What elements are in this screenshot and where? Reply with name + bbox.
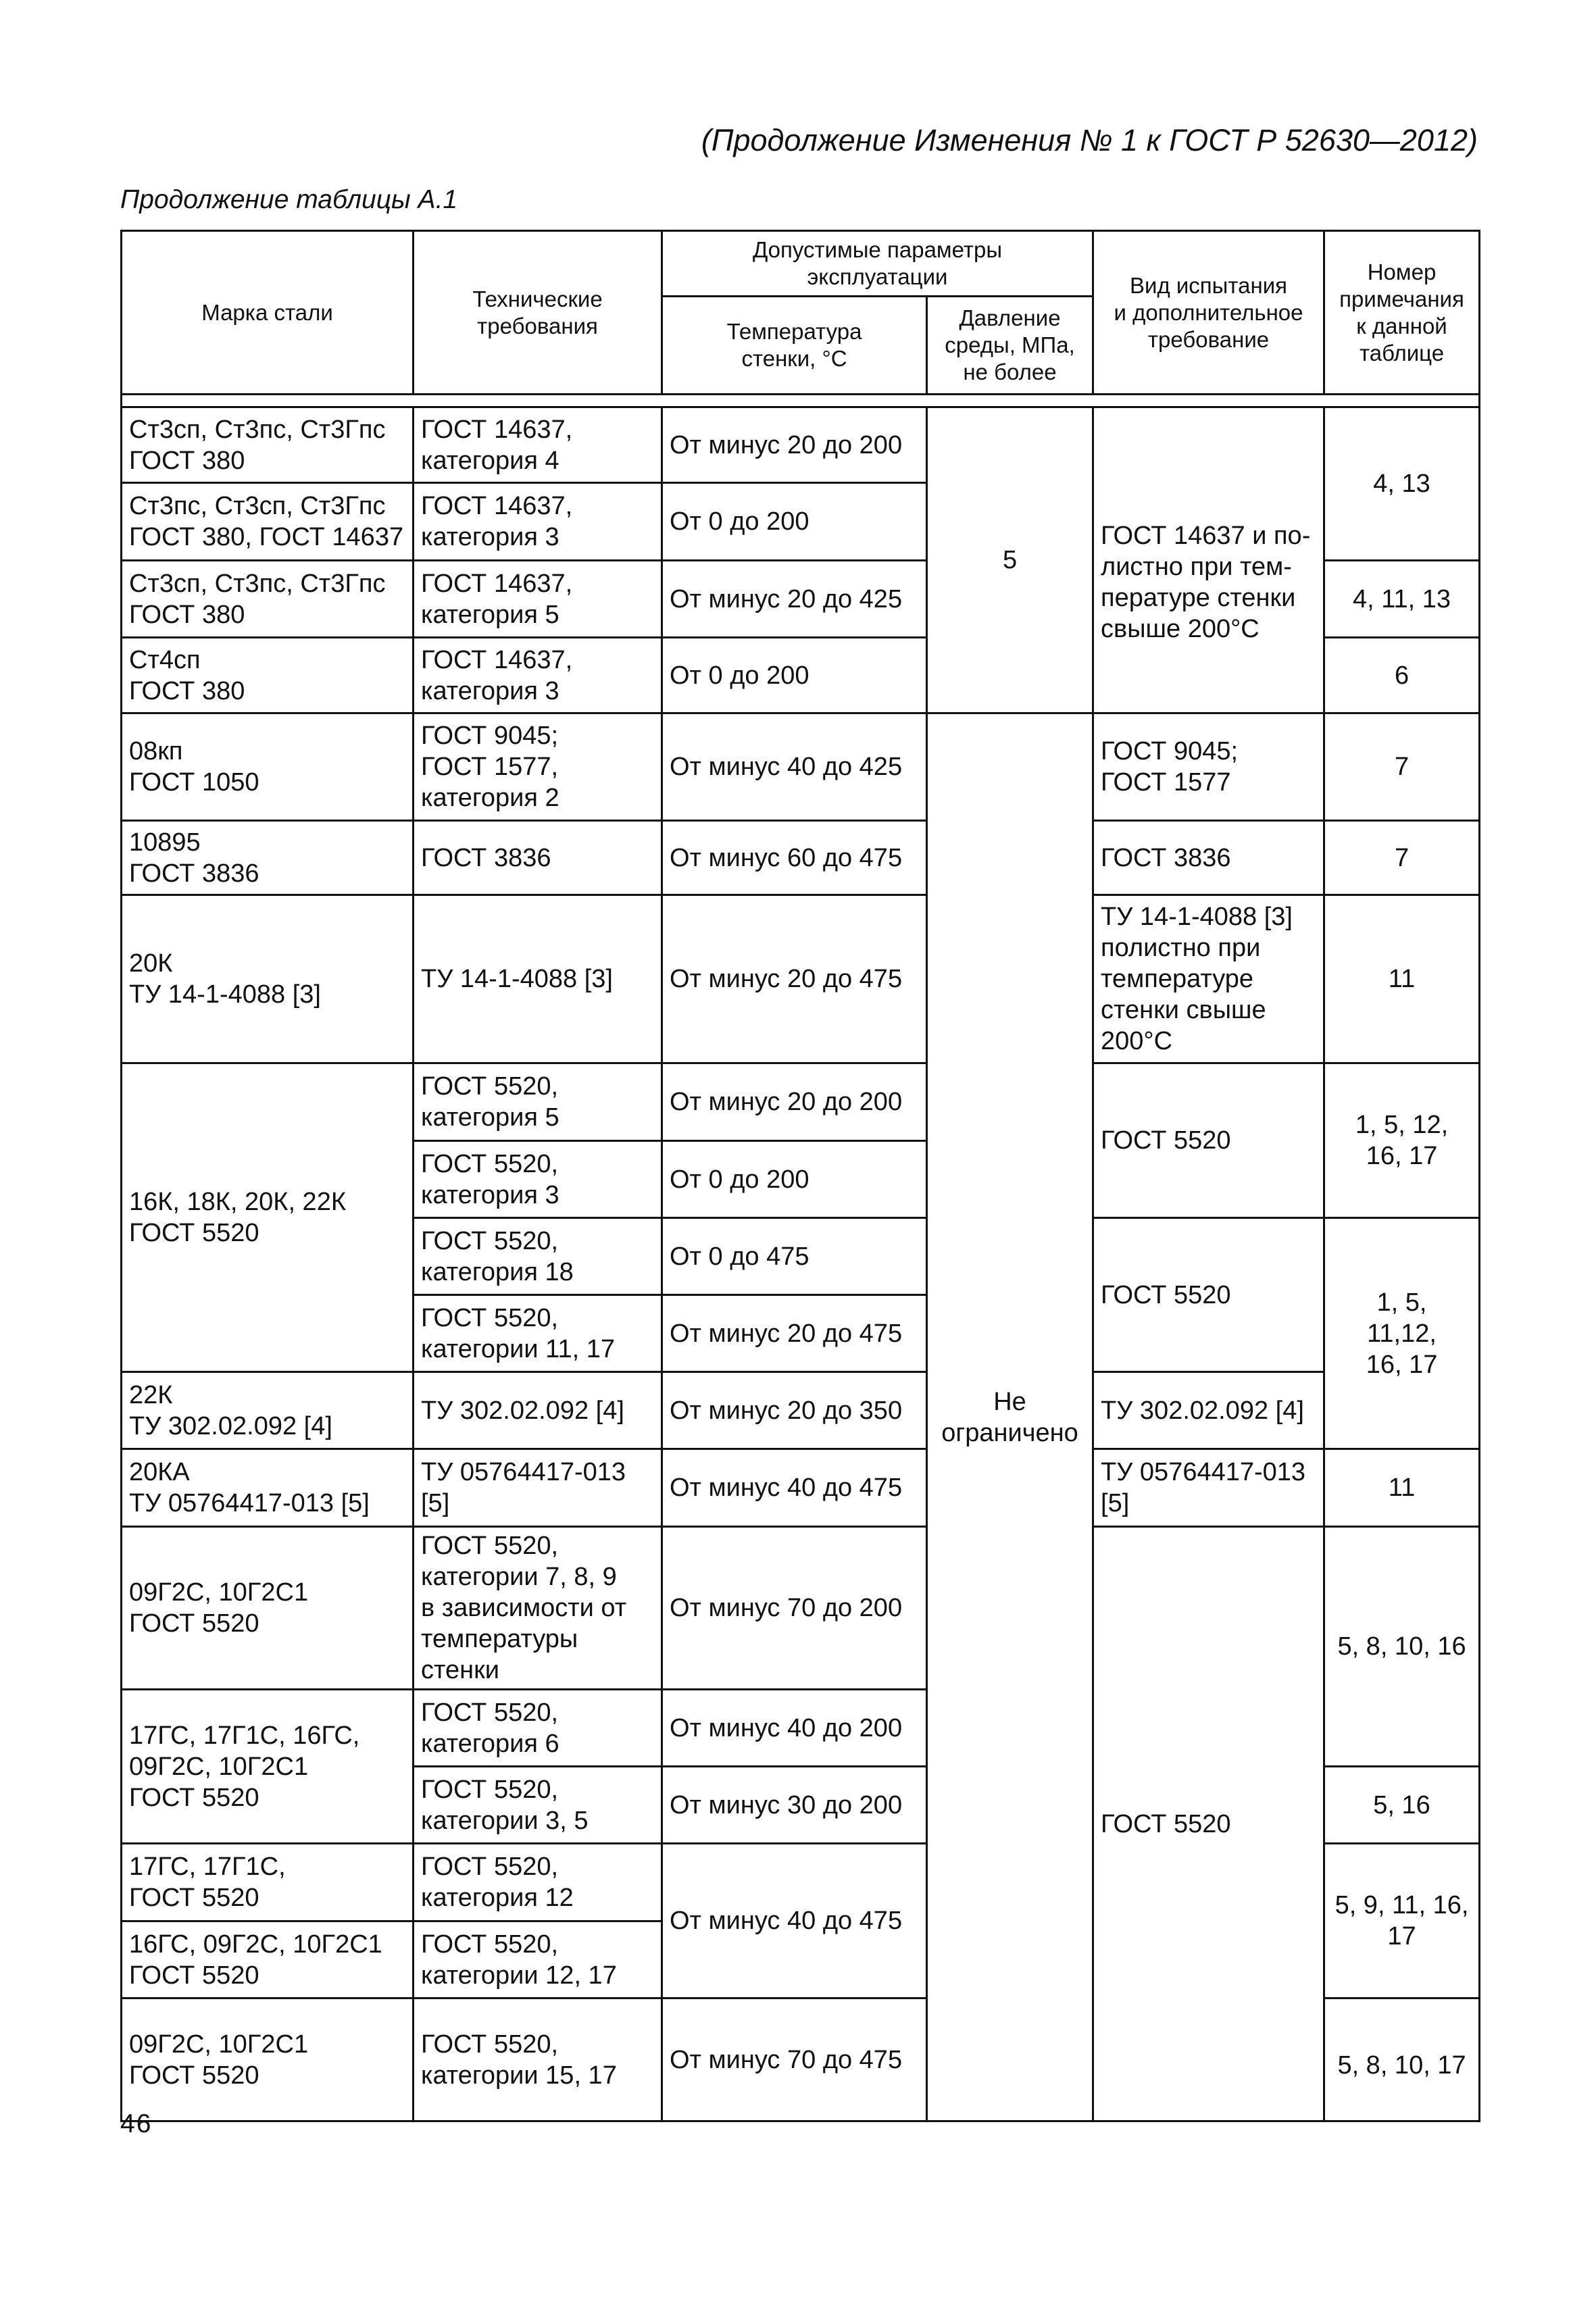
temperature-cell: От минус 20 до 475 [662,1295,927,1372]
steel-grade-cell: 16ГС, 09Г2С, 10Г2С1 ГОСТ 5520 [122,1921,414,1998]
tech-req-cell: ГОСТ 5520, категория 6 [414,1690,662,1767]
steel-grade-cell: 20К ТУ 14-1-4088 [3] [122,895,414,1063]
temperature-cell: От минус 40 до 475 [662,1449,927,1527]
test-type-cell: ТУ 05764417-013 [5] [1093,1449,1324,1527]
note-cell: 7 [1324,821,1480,895]
test-type-cell: ГОСТ 9045; ГОСТ 1577 [1093,713,1324,821]
steel-grade-cell: Ст3сп, Ст3пс, Ст3Гпс ГОСТ 380 [122,407,414,483]
tech-req-cell: ГОСТ 14637, категория 4 [414,407,662,483]
tech-req-cell: ГОСТ 14637, категория 3 [414,483,662,561]
temperature-cell: От минус 40 до 425 [662,713,927,821]
tech-req-cell: ТУ 302.02.092 [4] [414,1372,662,1449]
test-type-cell: ГОСТ 3836 [1093,821,1324,895]
steel-grade-cell: Ст3пс, Ст3сп, Ст3Гпс ГОСТ 380, ГОСТ 14637 [122,483,414,561]
pressure-cell: Не ограничено [927,713,1093,2121]
note-cell: 6 [1324,638,1480,713]
steel-grade-cell: 09Г2С, 10Г2С1 ГОСТ 5520 [122,1527,414,1690]
document-continuation-header: (Продолжение Изменения № 1 к ГОСТ Р 52630—2012) [701,123,1478,157]
note-cell: 4, 11, 13 [1324,561,1480,638]
test-type-cell: ГОСТ 14637 и по- листно при тем- пературе стенки свыше 200°С [1093,407,1324,713]
header-note-number: Номер примечания к данной таблице [1324,231,1480,395]
header-separator [122,395,1480,407]
note-cell: 5, 8, 10, 16 [1324,1527,1480,1767]
steel-grade-cell: 08кп ГОСТ 1050 [122,713,414,821]
tech-req-cell: ГОСТ 14637, категория 3 [414,638,662,713]
tech-req-cell: ГОСТ 14637, категория 5 [414,561,662,638]
steel-parameters-table [120,230,1480,2122]
note-cell: 1, 5, 11,12, 16, 17 [1324,1218,1480,1449]
temperature-cell: От минус 30 до 200 [662,1767,927,1844]
temperature-cell: От минус 20 до 350 [662,1372,927,1449]
test-type-cell: ТУ 14-1-4088 [3] полистно при температуре стенки свыше 200°С [1093,895,1324,1063]
page-number: 46 [120,2109,153,2138]
header-steel-grade: Марка стали [122,231,414,395]
steel-grade-cell: 16К, 18К, 20К, 22К ГОСТ 5520 [122,1063,414,1372]
steel-grade-cell: Ст3сп, Ст3пс, Ст3Гпс ГОСТ 380 [122,561,414,638]
temperature-cell: От 0 до 200 [662,483,927,561]
tech-req-cell: ГОСТ 9045; ГОСТ 1577, категория 2 [414,713,662,821]
note-cell: 5, 8, 10, 17 [1324,1998,1480,2121]
note-cell: 1, 5, 12, 16, 17 [1324,1063,1480,1218]
temperature-cell: От минус 70 до 475 [662,1998,927,2121]
tech-req-cell: ГОСТ 3836 [414,821,662,895]
steel-grade-cell: 17ГС, 17Г1С, 16ГС, 09Г2С, 10Г2С1 ГОСТ 5520 [122,1690,414,1844]
table-caption: Продолжение таблицы А.1 [120,185,458,214]
steel-grade-cell: 17ГС, 17Г1С, ГОСТ 5520 [122,1844,414,1921]
test-type-cell: ГОСТ 5520 [1093,1218,1324,1372]
temperature-cell: От минус 20 до 200 [662,407,927,483]
tech-req-cell: ГОСТ 5520, категории 7, 8, 9 в зависимости от температуры стенки [414,1527,662,1690]
temperature-cell: От минус 20 до 200 [662,1063,927,1141]
steel-grade-cell: 09Г2С, 10Г2С1 ГОСТ 5520 [122,1998,414,2121]
steel-grade-cell: 10895 ГОСТ 3836 [122,821,414,895]
temperature-cell: От минус 40 до 475 [662,1844,927,1998]
test-type-cell: ГОСТ 5520 [1093,1063,1324,1218]
test-type-cell: ТУ 302.02.092 [4] [1093,1372,1324,1449]
note-cell: 7 [1324,713,1480,821]
tech-req-cell: ГОСТ 5520, категория 12 [414,1844,662,1921]
temperature-cell: От минус 20 до 475 [662,895,927,1063]
tech-req-cell: ТУ 05764417-013 [5] [414,1449,662,1527]
header-test-type: Вид испытания и дополнительное требование [1093,231,1324,395]
temperature-cell: От 0 до 200 [662,638,927,713]
steel-grade-cell: 20КА ТУ 05764417-013 [5] [122,1449,414,1527]
pressure-cell: 5 [927,407,1093,713]
tech-req-cell: ГОСТ 5520, категория 5 [414,1063,662,1141]
note-cell: 5, 16 [1324,1767,1480,1844]
header-wall-temperature: Температура стенки, °С [662,297,927,395]
steel-grade-cell: 22К ТУ 302.02.092 [4] [122,1372,414,1449]
note-cell: 5, 9, 11, 16, 17 [1324,1844,1480,1998]
steel-grade-cell: Ст4сп ГОСТ 380 [122,638,414,713]
header-pressure: Давление среды, МПа, не более [927,297,1093,395]
tech-req-cell: ГОСТ 5520, категории 12, 17 [414,1921,662,1998]
tech-req-cell: ГОСТ 5520, категории 11, 17 [414,1295,662,1372]
tech-req-cell: ГОСТ 5520, категория 18 [414,1218,662,1295]
temperature-cell: От минус 60 до 475 [662,821,927,895]
temperature-cell: От минус 40 до 200 [662,1690,927,1767]
header-technical-requirements: Технические требования [414,231,662,395]
note-cell: 11 [1324,1449,1480,1527]
tech-req-cell: ТУ 14-1-4088 [3] [414,895,662,1063]
tech-req-cell: ГОСТ 5520, категории 15, 17 [414,1998,662,2121]
temperature-cell: От минус 70 до 200 [662,1527,927,1690]
temperature-cell: От 0 до 200 [662,1141,927,1218]
tech-req-cell: ГОСТ 5520, категории 3, 5 [414,1767,662,1844]
temperature-cell: От 0 до 475 [662,1218,927,1295]
note-cell: 11 [1324,895,1480,1063]
temperature-cell: От минус 20 до 425 [662,561,927,638]
test-type-cell: ГОСТ 5520 [1093,1527,1324,2121]
note-cell: 4, 13 [1324,407,1480,561]
tech-req-cell: ГОСТ 5520, категория 3 [414,1141,662,1218]
header-operating-parameters: Допустимые параметры эксплуатации [662,231,1093,297]
